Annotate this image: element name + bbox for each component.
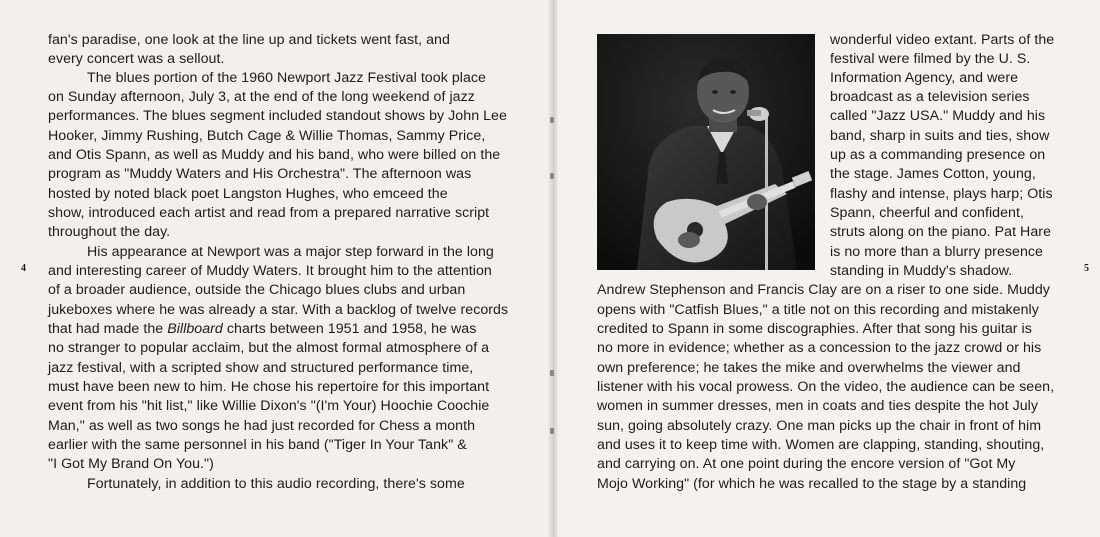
text-line: must have been new to him. He chose his repertoire for this important [48,379,490,395]
text-line: women in summer dresses, men in coats and ties despite the hot July [597,398,1039,414]
text-line: The blues portion of the 1960 Newport Jazz Festival took place [87,70,486,86]
text-line: and Otis Spann, as well as Muddy and his band, who were billed on the [48,147,501,163]
text-line: band, sharp in suits and ties, show [830,128,1050,144]
text-line: program as "Muddy Waters and His Orchestra". The afternoon was [48,166,472,182]
binding-mark [550,428,554,434]
text-line: festival were filmed by the U. S. [830,51,1031,67]
text-line: Andrew Stephenson and Francis Clay are on a riser to one side. Muddy [597,282,1050,298]
text-line: event from his "hit list," like Willie Dixon's "(I'm Your) Hoochie Coochie [48,398,490,414]
text-line: performances. The blues segment included standout shows by John Lee [48,108,507,124]
text-line: opens with "Catfish Blues," a title not on this recording and mistakenly [597,302,1039,318]
text-line: every concert was a sellout. [48,51,225,67]
text-line: no more in evidence; whether as a concession to the jazz crowd or his [597,340,1042,356]
text-line: struts along on the piano. Pat Hare [830,224,1052,240]
text-line: earlier with the same personnel in his band ("Tiger In Your Tank" & [48,437,467,453]
gutter-fold [547,0,559,537]
binding-mark [550,370,554,376]
text-line: no stranger to popular acclaim, but the almost formal atmosphere of a [48,340,490,356]
text-line: His appearance at Newport was a major step forward in the long [87,244,494,260]
page-number: 4 [21,263,26,274]
text-line: up as a commanding presence on [830,147,1046,163]
text-line: credited to Spann in some discographies. After that song his guitar is [597,321,1032,337]
text-line: wonderful video extant. Parts of the [830,32,1055,48]
text-line: sun, going absolutely crazy. One man picks up the chair in front of him [597,418,1042,434]
performer-photo [597,34,815,270]
text-line: and interesting career of Muddy Waters. It brought him to the attention [48,263,492,279]
text-line: flashy and intense, plays harp; Otis [830,186,1053,202]
text-line: Hooker, Jimmy Rushing, Butch Cage & Willie Thomas, Sammy Price, [48,128,486,144]
text-line: Fortunately, in addition to this audio recording, there's some [87,476,465,492]
text-line: hosted by noted black poet Langston Hughes, who emceed the [48,186,448,202]
text-line: standing in Muddy's shadow. [830,263,1013,279]
text-span: that had made the [48,321,168,337]
page-number: 5 [1084,263,1089,274]
text-line: own preference; he takes the mike and overwhelms the viewer and [597,360,1021,376]
text-line: called "Jazz USA." Muddy and his [830,108,1046,124]
text-line: on Sunday afternoon, July 3, at the end of the long weekend of jazz [48,89,475,105]
text-line: jukeboxes where he was already a star. With a backlog of twelve records [48,302,509,318]
text-line: Information Agency, and were [830,70,1019,86]
text-line: Mojo Working" (for which he was recalled to the stage by a standing [597,476,1027,492]
billboard-title: Billboard [167,321,223,337]
text-line: Man," as well as two songs he had just recorded for Chess a month [48,418,476,434]
text-line: listener with his vocal prowess. On the video, the audience can be seen, [597,379,1055,395]
text-line: the stage. James Cotton, young, [830,166,1036,182]
text-line: throughout the day. [48,224,171,240]
text-line [48,320,476,339]
text-line: of a broader audience, outside the Chicago blues clubs and urban [48,282,466,298]
text-span: charts between 1951 and 1958, he was [222,321,477,337]
text-line: Spann, cheerful and confident, [830,205,1024,221]
text-line: jazz festival, with a scripted show and structured performance time, [48,360,474,376]
binding-mark [550,117,554,123]
text-line: and uses it to keep time with. Women are clapping, standing, shouting, [597,437,1045,453]
binding-mark [550,173,554,179]
text-line: "I Got My Brand On You.") [48,456,214,472]
text-line: broadcast as a television series [830,89,1030,105]
text-line: show, introduced each artist and read from a prepared narrative script [48,205,490,221]
text-line: is no more than a blurry presence [830,244,1043,260]
text-line: and carrying on. At one point during the encore version of "Got My [597,456,1016,472]
text-line: fan's paradise, one look at the line up and tickets went fast, and [48,32,450,48]
